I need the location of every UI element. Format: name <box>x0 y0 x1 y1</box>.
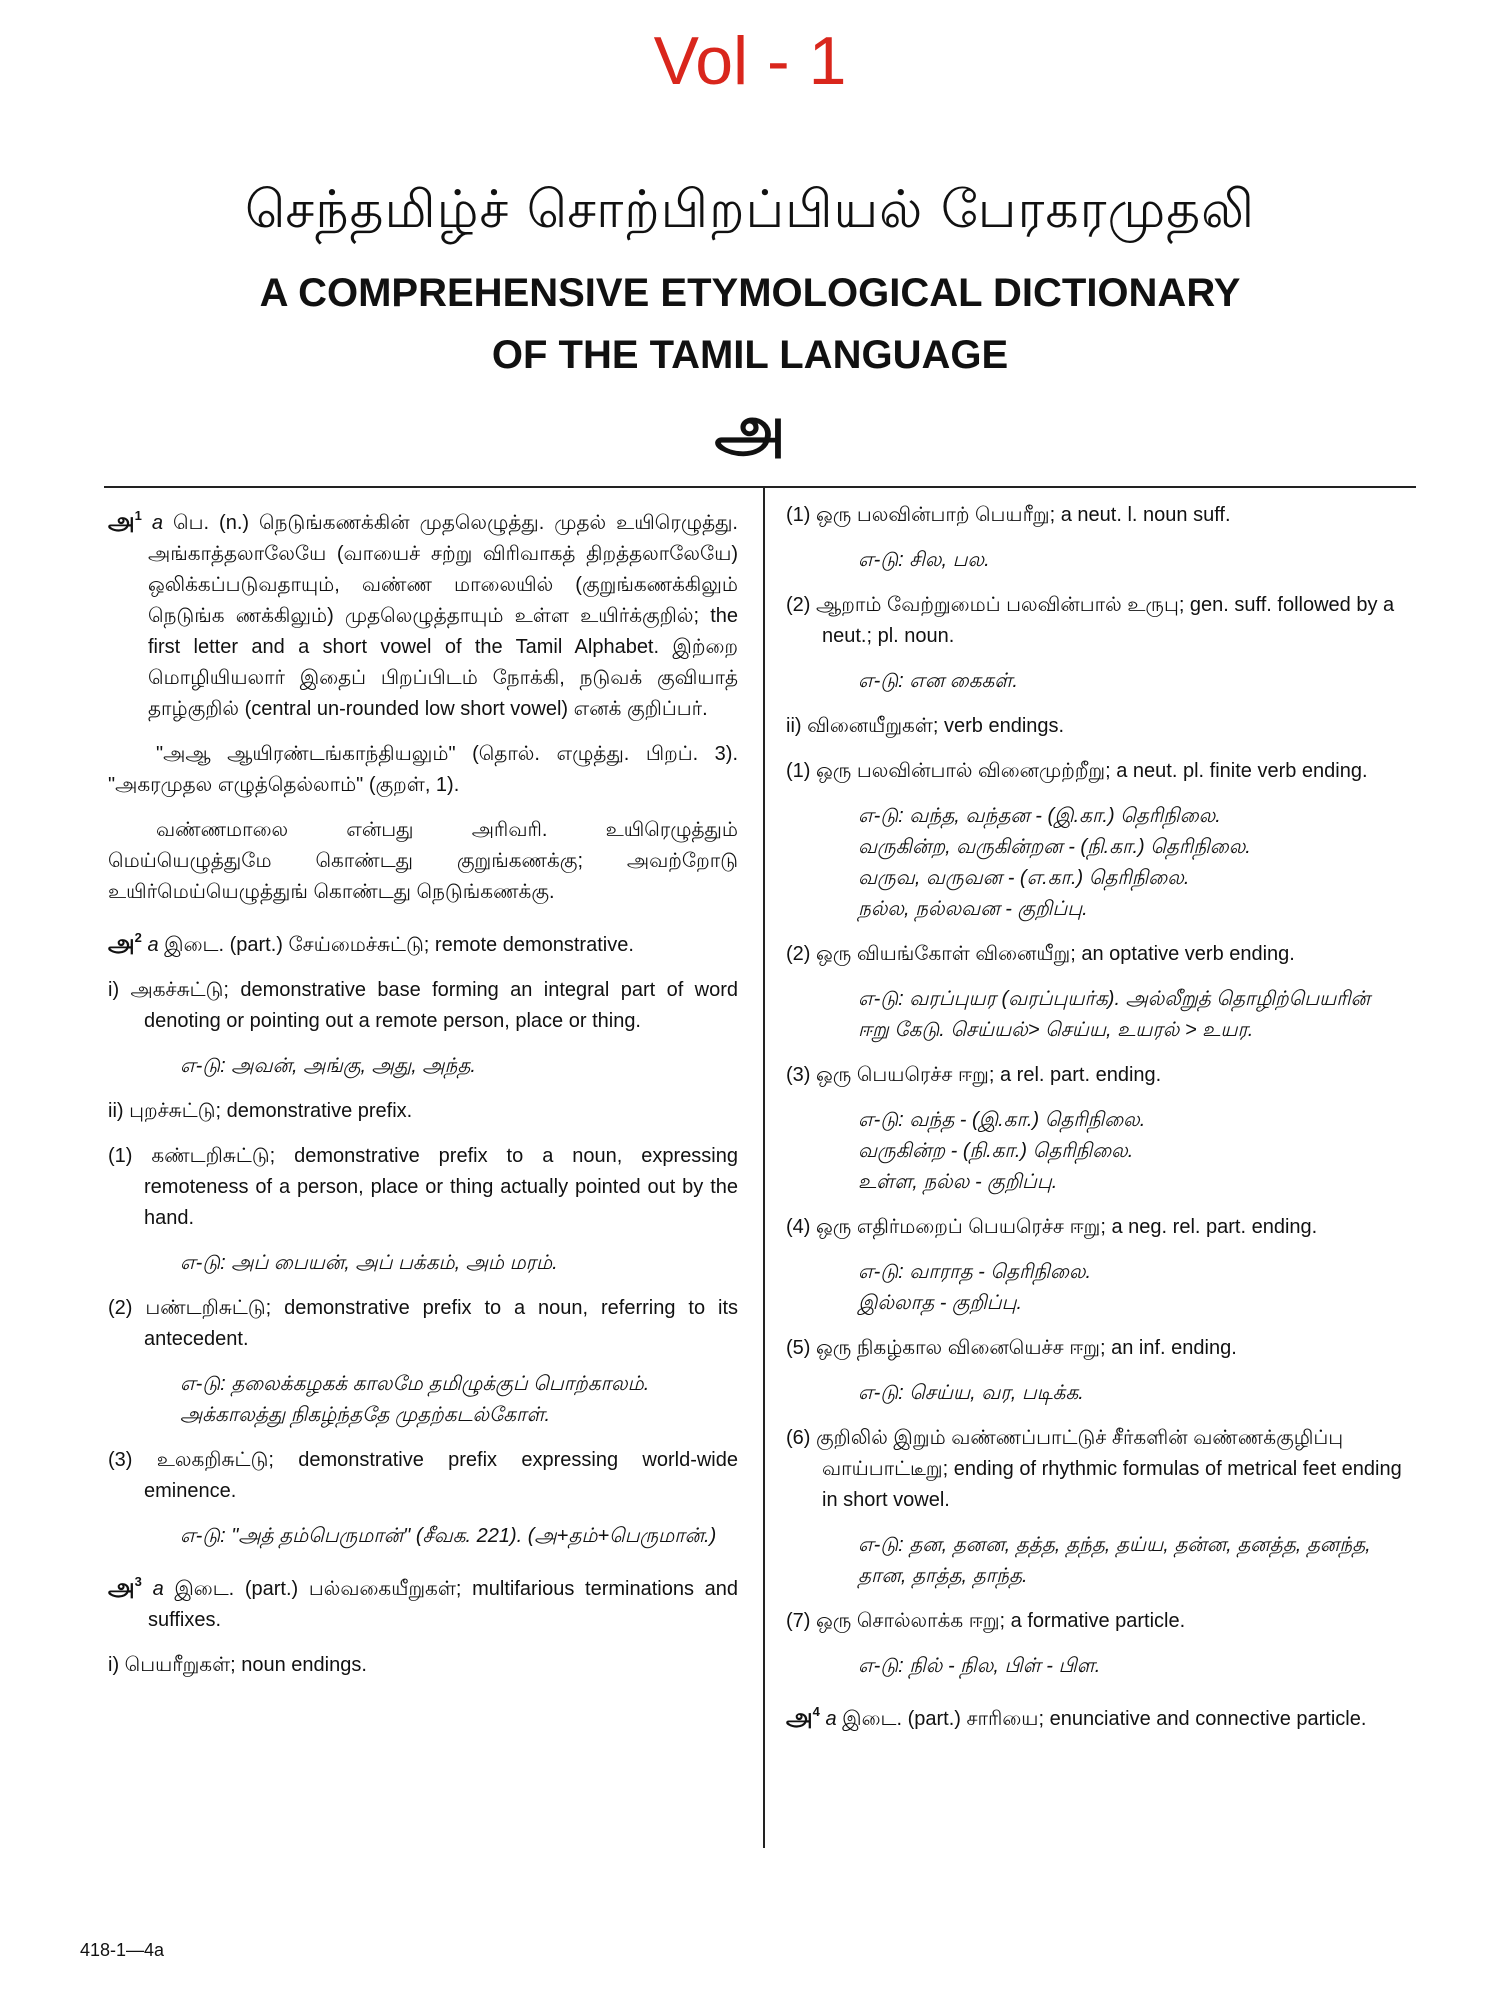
example-line: வருகின்ற - (நி.கா.) தெரிநிலை. <box>858 1140 1134 1162</box>
definition: இடை. (part.) சாரியை; enunciative and connective particle. <box>842 1708 1367 1730</box>
example: எ-டு: "அத் தம்பெருமான்" (சீவக. 221). (அ+தம்+பெருமான்.) <box>180 1525 717 1547</box>
page-code: 418-1—4a <box>80 1940 165 1960</box>
quotation: "அஆ ஆயிரண்டங்காந்தியலும்" (தொல். எழுத்து. பிறப். 3). "அகரமுதல எழுத்தெல்லாம்" (குறள், 1). <box>108 743 738 796</box>
definition: இடை. (part.) பல்வகையீறுகள்; multifarious terminations and suffixes. <box>148 1578 738 1631</box>
sense: (2) ஒரு வியங்கோள் வினையீறு; an optative verb ending. <box>786 943 1295 965</box>
headword: அ$^1$ <box>108 508 142 535</box>
transliteration: a <box>152 1578 164 1600</box>
sense: i) பெயரீறுகள்; noun endings. <box>108 1654 367 1676</box>
sense: ii) வினையீறுகள்; verb endings. <box>786 715 1065 737</box>
sense: (3) ஒரு பெயரெச்ச ஈறு; a rel. part. ending. <box>786 1064 1162 1086</box>
headword: அ$^4$ <box>786 1704 820 1731</box>
example <box>786 1257 1406 1319</box>
transliteration: a <box>147 934 159 956</box>
example-line: நல்ல, நல்லவன - குறிப்பு. <box>858 898 1088 920</box>
sense: (1) கண்டறிசுட்டு; demonstrative prefix to a noun, expressing remoteness of a person, place or thing actually pointed out by the hand. <box>108 1145 738 1229</box>
entry-3 <box>108 1566 738 1636</box>
english-title-line-1: A COMPREHENSIVE ETYMOLOGICAL DICTIONARY <box>259 271 1241 315</box>
definition: இடை. (part.) சேய்மைச்சுட்டு; remote demonstrative. <box>164 934 634 956</box>
sense: (3) உலகறிசுட்டு; demonstrative prefix expressing world-wide eminence. <box>108 1449 738 1502</box>
example: எ-டு: என கைகள். <box>858 670 1018 692</box>
header-rule <box>104 486 1416 488</box>
sense: (5) ஒரு நிகழ்கால வினையெச்ச ஈறு; an inf. ending. <box>786 1337 1237 1359</box>
example: எ-டு: வரப்புயர (வரப்புயர்க). அல்லீறுத் தொழிற்பெயரின் ஈறு கேடு. செய்யல்> செய்ய, உயரல் > உயர. <box>858 988 1371 1041</box>
headword: அ$^3$ <box>108 1574 142 1601</box>
right-column <box>786 500 1406 1749</box>
english-title-line-2: OF THE TAMIL LANGUAGE <box>491 333 1009 377</box>
example-line: இல்லாத - குறிப்பு. <box>858 1292 1023 1314</box>
example: எ-டு: அவன், அங்கு, அது, அந்த. <box>180 1055 476 1077</box>
example: எ-டு: சில, பல. <box>858 549 990 571</box>
example: எ-டு: அப் பையன், அப் பக்கம், அம் மரம். <box>180 1252 558 1274</box>
entry-2 <box>108 922 738 961</box>
sense: (7) ஒரு சொல்லாக்க ஈறு; a formative particle. <box>786 1610 1186 1632</box>
example <box>786 1105 1406 1198</box>
note: வண்ணமாலை என்பது அரிவரி. உயிரெழுத்தும் மெய்யெழுத்துமே கொண்டது குறுங்கணக்கு; அவற்றோடு உயிர்மெய்யெழுத்துங் கொண்டது நெடுங்கணக்கு. <box>108 819 738 903</box>
tamil-title: செந்தமிழ்ச் சொற்பிறப்பியல் பேரகரமுதலி <box>244 180 1256 240</box>
sense: (1) ஒரு பலவின்பாற் பெயரீறு; a neut. l. noun suff. <box>786 504 1231 526</box>
transliteration: a <box>151 512 164 534</box>
example-line: வருகின்ற, வருகின்றன - (நி.கா.) தெரிநிலை. <box>858 836 1251 858</box>
example-line: வருவ, வருவன - (எ.கா.) தெரிநிலை. <box>858 867 1190 889</box>
example-line: எ-டு: வாராத - தெரிநிலை. <box>858 1261 1092 1283</box>
example: எ-டு: தன, தனன, தத்த, தந்த, தய்ய, தன்ன, தனத்த, தனந்த, தான, தாத்த, தாந்த. <box>858 1534 1371 1587</box>
example: எ-டு: நில் - நில, பிள் - பிள. <box>858 1655 1101 1677</box>
left-column <box>108 500 738 1695</box>
example-line: உள்ள, நல்ல - குறிப்பு. <box>858 1171 1058 1193</box>
sense: (2) பண்டறிசுட்டு; demonstrative prefix to a noun, referring to its antecedent. <box>108 1297 738 1350</box>
entry-4 <box>786 1696 1406 1735</box>
sense: ii) புறச்சுட்டு; demonstrative prefix. <box>108 1100 413 1122</box>
section-letter: அ <box>714 392 786 466</box>
sense: (6) குறிலில் இறும் வண்ணப்பாட்டுச் சீர்களின் வண்ணக்குழிப்பு வாய்பாட்டீறு; ending of rhythmic formulas of metrical feet ending in short vowel. <box>786 1427 1402 1511</box>
entry-1 <box>108 500 738 725</box>
column-divider <box>763 488 765 1848</box>
volume-label: Vol - 1 <box>653 23 847 99</box>
sense: i) அகச்சுட்டு; demonstrative base forming an integral part of word denoting or pointing out a remote person, place or thing. <box>108 979 738 1032</box>
example-line: எ-டு: வந்த, வந்தன - (இ.கா.) தெரிநிலை. <box>858 805 1221 827</box>
example-line: எ-டு: வந்த - (இ.கா.) தெரிநிலை. <box>858 1109 1146 1131</box>
definition: பெ. (n.) நெடுங்கணக்கின் முதலெழுத்து. முதல் உயிரெழுத்து. அங்காத்தலாலேயே (வாயைச் சற்று விரிவாகத் திறத்தலாலேயே) ஒலிக்கப்படுவதாயும், வண்ண மாலையில் (குறுங்கணக்கிலும் நெடுங்க ணக்கிலும்) முதலெழுத்தாயும் உள்ள உயிர்க்குறில்; the first letter and a short vowel of the Tamil Alphabet. இற்றை மொழியியலார் இதைப் பிறப்பிடம் நோக்கி, நடுவக் குவியாத் தாழ்குறில் (central un-rounded low short vowel) எனக் குறிப்பர். <box>148 512 738 720</box>
example: எ-டு: செய்ய, வர, படிக்க. <box>858 1382 1084 1404</box>
transliteration: a <box>825 1708 837 1730</box>
english-title <box>0 262 1500 386</box>
example: எ-டு: தலைக்கழகக் காலமே தமிழுக்குப் பொற்காலம். அக்காலத்து நிகழ்ந்ததே முதற்கடல்கோள். <box>180 1373 650 1426</box>
sense: (2) ஆறாம் வேற்றுமைப் பலவின்பால் உருபு; gen. suff. followed by a neut.; pl. noun. <box>786 594 1395 647</box>
headword: அ$^2$ <box>108 930 142 957</box>
sense: (1) ஒரு பலவின்பால் வினைமுற்றீறு; a neut. pl. finite verb ending. <box>786 760 1368 782</box>
sense: (4) ஒரு எதிர்மறைப் பெயரெச்ச ஈறு; a neg. rel. part. ending. <box>786 1216 1318 1238</box>
example <box>786 801 1406 925</box>
